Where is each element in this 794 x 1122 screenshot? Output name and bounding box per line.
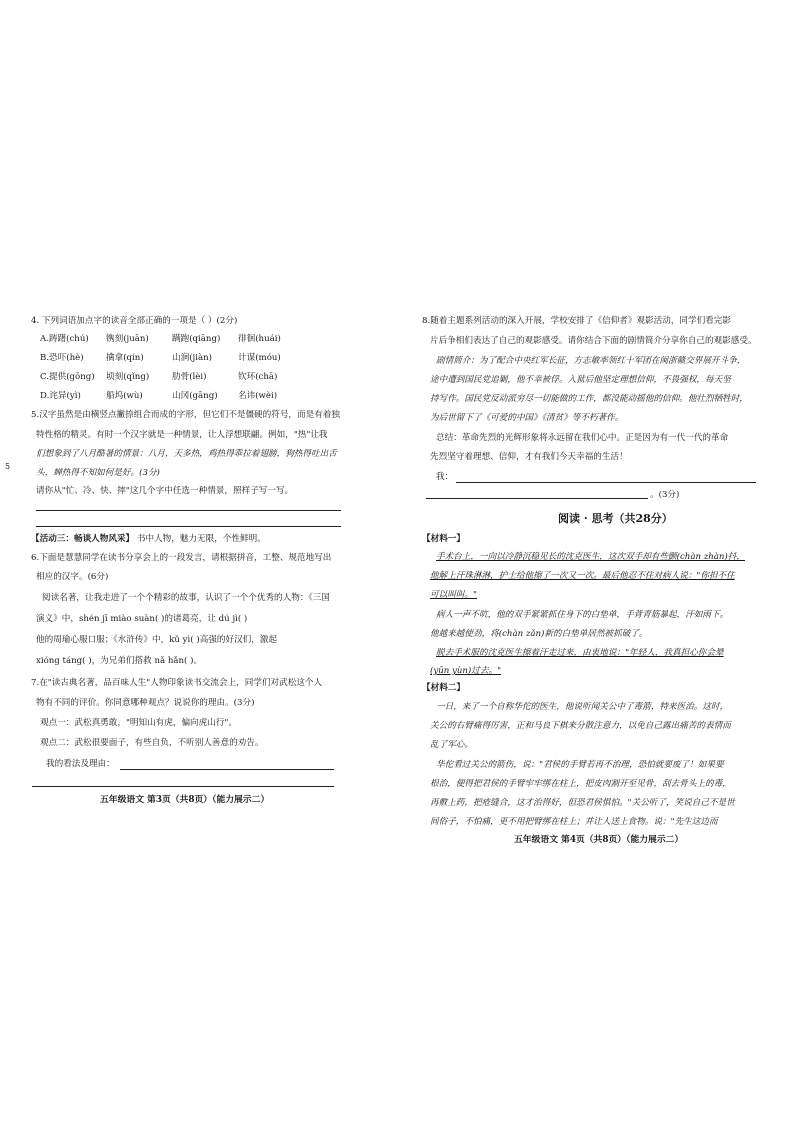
- q5-answer-line-2[interactable]: [36, 526, 341, 527]
- q7-line-2: 物有不同的评价。你同意哪种观点？说说你的理由。(3分): [36, 698, 255, 708]
- q4-c4: 钦环(chā): [238, 372, 278, 382]
- m1-line-6: 脱去手术服的沈克医生擦着汗走过来，由衷地说："年轻人，我真担心你会晕: [436, 648, 724, 658]
- q7-answer-label: 我的看法及理由：: [46, 759, 115, 769]
- m2-line-4: 华佗看过关公的箭伤，说："君侯的手臂若再不治理，恐怕就要废了！如果要: [436, 760, 724, 770]
- q8-line-7: 总结：革命先烈的光辉形象将永远留在我们心中。正是因为有一代一代的革命: [436, 433, 729, 443]
- m1-line-4: 病人一声不吭，他的双手紧紧抓住身下的白垫单，手背青筋暴起，汗如雨下。: [436, 610, 729, 620]
- q4-c3: 肋骨(lèi): [172, 372, 207, 382]
- q4-d4: 名讳(wèi): [238, 391, 278, 401]
- q4-b3: 山涧(jiàn): [172, 353, 212, 363]
- material-1-label: 【材料一】: [422, 534, 465, 544]
- q6-line-6: xióng táng( )，为兄弟们搭救 nǎ hǎn( )。: [36, 656, 203, 666]
- q4-a3: 蹒跑(qiāng): [172, 334, 221, 344]
- q8-line-3: 剧情简介：为了配合中央红军长征，方志敏率领红十军团在闽浙赣交界展开斗争，: [436, 356, 746, 366]
- material-2-label: 【材料二】: [422, 683, 465, 693]
- q4-a1: A.踌躇(chú): [40, 334, 89, 344]
- q6-line-2: 相应的汉字。(6分): [36, 572, 109, 582]
- activity3-text: 书中人物，魅力无限，个性鲜明。: [136, 534, 266, 544]
- q7-line-1: 7.在"读古典名著，品百味人生"人物印象读书交流会上，同学们对武松这个人: [31, 678, 323, 688]
- q4-b1: B.恐吓(hè): [40, 353, 84, 363]
- m1-line-3: 可以叫叫。": [430, 590, 477, 600]
- q4-a2: 镌刻(juān): [106, 334, 149, 344]
- q4-c2: 顷刻(qǐng): [106, 372, 150, 382]
- m2-line-6: 再敷上药，把疮缝合，这才治得好，但恐君侯惧怕。"关公听了，笑说自己不是世: [430, 798, 735, 808]
- right-page-footer: 五年级语文 第4页（共8页）（能力展示二）: [514, 835, 684, 845]
- q5-line-5: 请你从"忙、冷、快、摔"这几个字中任选一种情景，照样子写一写。: [36, 486, 294, 496]
- m2-line-1: 一日，来了一个自称华佗的医生，他说听闻关公中了毒箭，特来医治。这时，: [436, 702, 729, 712]
- q4-c1: C.提供(gōng): [40, 372, 95, 382]
- q7-answer-line-2[interactable]: [32, 786, 334, 787]
- q6-line-3: 阅读名著，让我走进了一个个精彩的故事，认识了一个个优秀的人物：《三国: [42, 593, 330, 603]
- q4-stem: 4. 下列词语加点字的读音全部正确的一项是（ ）(2分): [31, 316, 238, 326]
- q8-answer-line-1[interactable]: [456, 482, 756, 483]
- m2-line-5: 根治，便得把君侯的手臂牢牢绑在柱上，把皮肉割开至见骨，刮去骨头上的毒，: [430, 779, 731, 789]
- q8-line-1: 8.随着主题系列活动的深入开展，学校安排了《信仰者》观影活动，同学们看完影: [422, 316, 731, 326]
- q4-a4: 徘徊(huái): [238, 334, 281, 344]
- q7-view-2: 观点二：武松很要面子，有些自负，不听别人善意的劝告。: [40, 738, 264, 748]
- m1-line-7: (yūn yùn)过去。": [430, 666, 502, 676]
- q8-answer-line-2[interactable]: [426, 498, 648, 499]
- q8-line-5: 持写作。国民党反动派穷尽一切能做的工作，都没能动摇他的信仰。他壮烈牺牲时，: [430, 394, 748, 404]
- m2-line-2: 关公的右臂痛得厉害，正和马良下棋来分散注意力，以免自己露出痛苦的表情而: [430, 721, 731, 731]
- q8-line-2: 片后争相们表达了自己的观影感受。请你结合下面的剧情简介分享你自己的观影感受。: [430, 336, 757, 346]
- q5-line-2: 特性格的精灵。有时一个汉字就是一种情景，让人浮想联翩。例如，"热"让我: [36, 430, 328, 440]
- activity3: [31, 534, 266, 546]
- q4-b2: 擒拿(qín): [106, 353, 144, 363]
- q8-score: 。(3分): [650, 490, 680, 500]
- q8-me-label: 我：: [436, 472, 454, 482]
- q5-answer-line-1[interactable]: [36, 510, 341, 511]
- q4-d2: 船坞(wù): [106, 391, 143, 401]
- q5-line-4: 头，蝉热得不知如何是好。(3分): [36, 468, 160, 478]
- q4-b4: 计谋(móu): [238, 353, 281, 363]
- q8-line-6: 为后世留下了《可爱的中国》《清贫》等不朽著作。: [430, 413, 624, 423]
- reading-section-title: 阅读 · 思考（共28分）: [558, 512, 673, 525]
- q5-line-3: 们想象到了八月酷暑的情景：八月，天多热，鸡热得乖拉着翅膀，狗热得吐出舌: [36, 449, 337, 459]
- q7-view-1: 观点一：武松真勇敢，"明知山有虎，偏向虎山行"。: [40, 718, 237, 728]
- m1-line-2: 他解上汗珠淋淋，护士给他擦了一次又一次。最后他忍不住对病人说："你担不住: [430, 571, 735, 581]
- m2-line-3: 乱了军心。: [430, 740, 473, 750]
- q5-line-1: 5.汉字虽然是由横竖点撇捺组合而成的字形，但它们不是僵硬的符号，而是有着独: [31, 410, 340, 420]
- q4-d1: D.诧异(yì): [40, 391, 81, 401]
- m1-line-1: 手术台上，一向以冷静沉稳见长的沈克医生，这次双手却有些颤(chàn zhàn)抖，: [436, 552, 745, 562]
- margin-mark: 5: [5, 462, 11, 471]
- m2-line-7: 间俗子，不怕痛，更不用把臂绑在柱上；并让人送上食物。说："先生这边而: [430, 817, 718, 827]
- m1-line-5: 他越来越使劲，将(chàn zǎn)新的白垫单居然被抓破了。: [430, 629, 648, 639]
- q7-answer-line-1[interactable]: [120, 769, 334, 770]
- q8-line-4: 途中遭到国民党追剿，他不幸被俘。入狱后他坚定理想信仰，不畏强权，每天坚: [430, 375, 731, 385]
- q8-line-8: 先烈坚守着理想、信仰，才有我们今天幸福的生活！: [430, 452, 628, 462]
- q6-line-5: 他的周瑜心服口服；《水浒传》中，kǔ yì( )高强的好汉们，激起: [36, 635, 278, 645]
- q4-d3: 山冈(gāng): [172, 391, 218, 401]
- q6-line-4: 演义》中，shén jī miào suàn( )的诸葛亮，让 dú jì( ): [36, 614, 248, 624]
- left-page-footer: 五年级语文 第3页（共8页）（能力展示二）: [100, 795, 270, 805]
- activity3-label: 【活动三：畅谈人物风采】: [31, 534, 135, 544]
- q6-line-1: 6.下面是慧慧同学在读书分享会上的一段发言，请根据拼音，工整、规范地写出: [31, 553, 332, 563]
